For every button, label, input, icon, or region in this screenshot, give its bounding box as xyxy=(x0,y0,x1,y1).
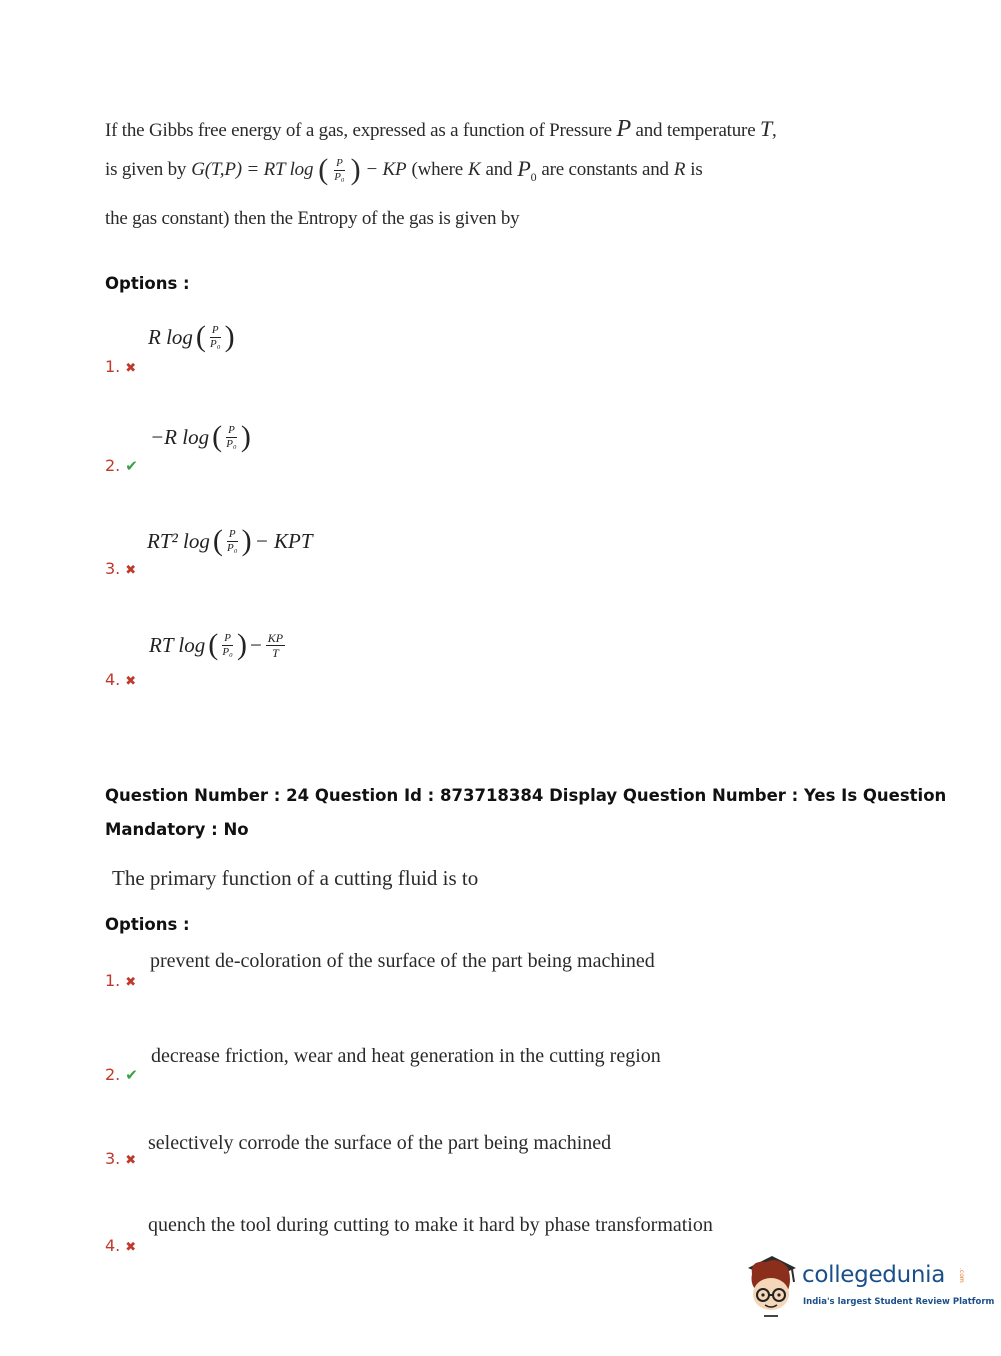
option-number: 1. xyxy=(105,357,121,376)
option-number: 4. xyxy=(105,670,121,689)
q1-option-3-formula xyxy=(147,526,313,556)
kp-over-t-fraction xyxy=(266,632,285,659)
wrong-answer-icon: ✖ xyxy=(125,361,137,376)
q1-var-t: T xyxy=(760,116,773,141)
frac-denominator: P₀ xyxy=(334,170,345,183)
option-number: 3. xyxy=(105,1149,121,1168)
option-number: 2. xyxy=(105,1065,121,1084)
q2-option-4-text: quench the tool during cutting to make it hard by phase transformation xyxy=(148,1214,713,1236)
question-text-line-1 xyxy=(105,116,777,143)
q2-option-1-text: prevent de-coloration of the surface of the part being machined xyxy=(150,950,655,972)
correct-answer-icon: ✔ xyxy=(125,1066,138,1084)
wrong-answer-icon: ✖ xyxy=(125,975,137,990)
q1-option-3-number[interactable] xyxy=(105,559,136,578)
question-meta-line-1: Question Number : 24 Question Id : 873718384 Display Question Number : Yes Is Question xyxy=(105,786,947,805)
option-formula-suffix: − KPT xyxy=(254,528,313,553)
option-fraction xyxy=(227,529,238,554)
close-paren: ) xyxy=(240,420,251,453)
q1-option-4-formula xyxy=(149,630,286,660)
q1-option-2-number[interactable] xyxy=(105,456,138,475)
frac-numerator: P xyxy=(224,631,231,644)
p0-subscript: 0 xyxy=(530,169,537,184)
option-number: 3. xyxy=(105,559,121,578)
close-paren: ) xyxy=(350,153,361,186)
q1-where: (where xyxy=(411,159,463,180)
frac-numerator: KP xyxy=(267,630,284,645)
q2-option-1-number[interactable] xyxy=(105,971,136,990)
q1-gibbs-expression: G(T,P) = RT log xyxy=(191,159,314,180)
wrong-answer-icon: ✖ xyxy=(125,563,137,578)
q2-option-2-number[interactable] xyxy=(105,1065,138,1084)
collegedunia-logo[interactable] xyxy=(742,1250,995,1320)
q1-and: and xyxy=(485,159,513,180)
option-formula-text: RT² log xyxy=(147,528,210,553)
close-paren: ) xyxy=(241,524,252,557)
q1-option-2-formula xyxy=(150,422,251,452)
q2-option-4-number[interactable] xyxy=(105,1236,136,1255)
logo-wordmark: collegedunia xyxy=(802,1262,946,1288)
q2-option-2-text: decrease friction, wear and heat generation in the cutting region xyxy=(151,1045,661,1067)
option-formula-text: −R log xyxy=(150,424,210,449)
wrong-answer-icon: ✖ xyxy=(125,674,137,689)
frac-denominator: P₀ xyxy=(226,437,237,450)
close-paren: ) xyxy=(224,320,235,353)
open-paren: ( xyxy=(212,524,223,557)
mascot-icon xyxy=(742,1250,800,1320)
q1-line1-mid: and temperature xyxy=(635,120,756,141)
option-formula-suffix: − xyxy=(249,632,262,657)
question-2-text: The primary function of a cutting fluid is to xyxy=(112,866,479,890)
wrong-answer-icon: ✖ xyxy=(125,1240,137,1255)
q1-option-1-formula xyxy=(148,322,235,352)
option-formula-text: RT log xyxy=(149,632,206,657)
question-text-line-3: the gas constant) then the Entropy of the gas is given by xyxy=(105,208,520,229)
logo-dot-com: .com xyxy=(958,1268,965,1283)
correct-answer-icon: ✔ xyxy=(125,457,138,475)
option-fraction xyxy=(226,425,237,450)
q1-fraction xyxy=(334,158,345,183)
q1-line1-end: , xyxy=(772,120,777,141)
q1-minus-kp: − KP xyxy=(365,159,407,180)
open-paren: ( xyxy=(208,628,219,661)
option-formula-text: R log xyxy=(148,324,193,349)
q1-line2-start: is given by xyxy=(105,159,187,180)
q1-var-r: R xyxy=(673,159,686,180)
options-label-1: Options : xyxy=(105,274,190,293)
open-paren: ( xyxy=(195,320,206,353)
option-number: 2. xyxy=(105,456,121,475)
q2-option-3-number[interactable] xyxy=(105,1149,136,1168)
q1-is: is xyxy=(690,159,703,180)
option-fraction xyxy=(210,325,221,350)
q1-line1-text: If the Gibbs free energy of a gas, expressed as a function of Pressure xyxy=(105,120,612,141)
frac-numerator: P xyxy=(211,323,219,336)
close-paren: ) xyxy=(236,628,247,661)
q1-var-p: P xyxy=(616,116,631,142)
q1-rest: are constants and xyxy=(541,159,669,180)
frac-numerator: P xyxy=(336,156,343,169)
open-paren: ( xyxy=(212,420,223,453)
q2-option-3-text: selectively corrode the surface of the part being machined xyxy=(148,1132,612,1154)
q1-var-k: K xyxy=(468,159,481,180)
options-label-2: Options : xyxy=(105,915,190,934)
frac-numerator: P xyxy=(228,423,235,436)
option-fraction xyxy=(222,633,233,658)
p0-letter: P xyxy=(517,155,531,181)
frac-denominator: P₀ xyxy=(210,337,221,350)
question-text-line-2 xyxy=(105,155,703,185)
q1-option-4-number[interactable] xyxy=(105,670,136,689)
question-meta-line-2: Mandatory : No xyxy=(105,820,249,839)
option-number: 1. xyxy=(105,971,121,990)
q1-var-p0 xyxy=(517,156,536,185)
option-number: 4. xyxy=(105,1236,121,1255)
logo-tagline: India's largest Student Review Platform xyxy=(803,1297,995,1307)
q1-option-1-number[interactable] xyxy=(105,357,136,376)
open-paren: ( xyxy=(318,153,329,186)
frac-denominator: T xyxy=(272,645,279,660)
frac-numerator: P xyxy=(228,527,236,540)
frac-denominator: P₀ xyxy=(226,541,238,554)
wrong-answer-icon: ✖ xyxy=(125,1153,137,1168)
frac-denominator: P₀ xyxy=(222,645,233,658)
